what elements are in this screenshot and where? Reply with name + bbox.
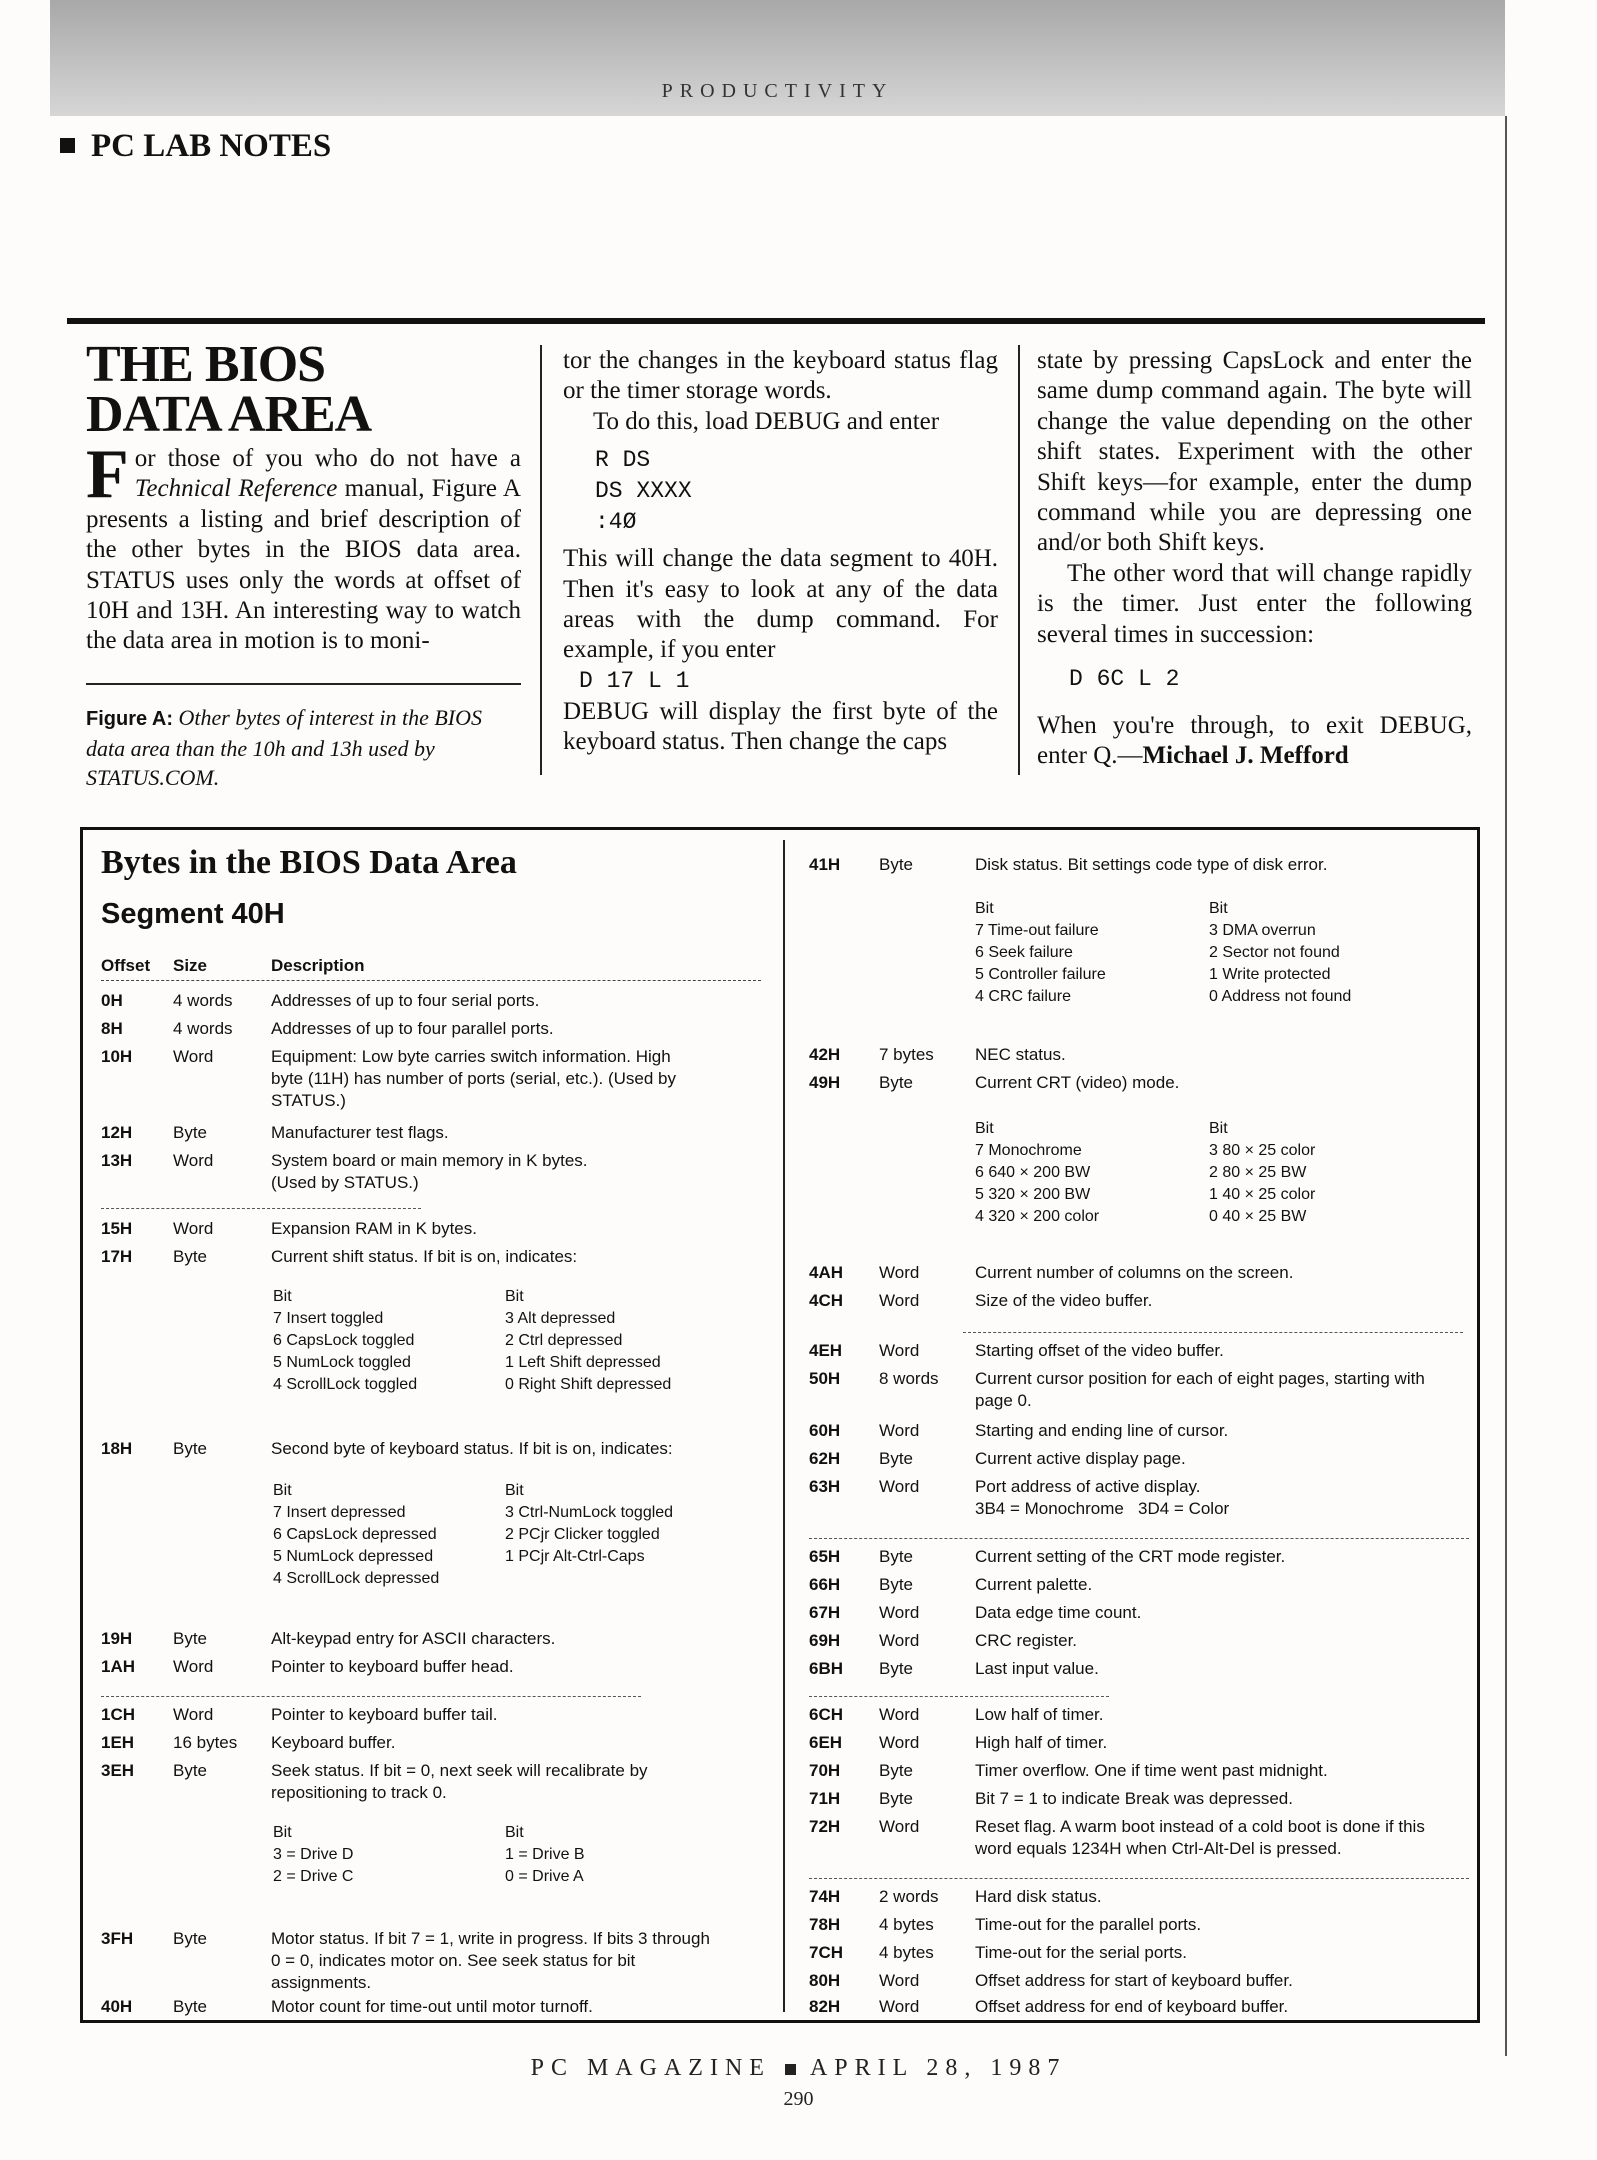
row-offset: 82H — [809, 1997, 841, 2016]
bit-item: 6 CapsLock toggled — [273, 1332, 415, 1349]
row-desc: NEC status. — [975, 1045, 1066, 1064]
col3-paragraph-1: state by pressing CapsLock and enter the same dump command again. The byte will change the value depending on the other shift states. Experiment with the other Shift keys—for example, enter the dump command while you are depressing one and/or both Shift keys. — [1037, 347, 1472, 557]
bit-header: Bit — [1209, 900, 1228, 917]
row-size: Byte — [173, 1997, 208, 2016]
bit-item: 6 Seek failure — [975, 944, 1073, 961]
row-size: 4 words — [173, 1019, 233, 1038]
col2-paragraph-4: DEBUG will display the first byte of the keyboard status. Then change the caps — [563, 697, 998, 756]
col1-text-b: manual, Figure A presents a listing and brief description of the other bytes in the BIOS data area. STATUS uses only the words at offset of 10H and 13H. An interesting way to watch the data area in motion is to moni- — [86, 475, 521, 655]
row-offset: 62H — [809, 1449, 841, 1468]
row-desc: Disk status. Bit settings code type of disk error. — [975, 855, 1328, 874]
row-desc: Manufacturer test flags. — [271, 1123, 449, 1142]
article-column-3 — [1037, 346, 1472, 772]
bit-list-18h-a — [273, 1480, 439, 1590]
row-size: Word — [173, 1705, 214, 1724]
bit-item: 2 Sector not found — [1209, 944, 1340, 961]
row-desc: Current cursor position for each of eight pages, starting with page 0. — [975, 1369, 1425, 1410]
row-size: Byte — [879, 1789, 914, 1808]
row-offset: 4CH — [809, 1291, 844, 1310]
bit-item: 4 320 × 200 color — [975, 1208, 1100, 1225]
row-size: Word — [173, 1219, 214, 1238]
col1-text-em: Technical Reference — [134, 475, 338, 503]
row-offset: 80H — [809, 1971, 841, 1990]
col3-text: When you're through, to exit DEBUG, enter Q.— — [1037, 712, 1472, 770]
row-desc: Starting and ending line of cursor. — [975, 1421, 1229, 1440]
bit-list-18h-b — [505, 1480, 673, 1568]
row-offset: 6CH — [809, 1705, 844, 1724]
bit-item: 2 Ctrl depressed — [505, 1332, 623, 1349]
caption-label: Figure A: — [86, 707, 174, 730]
row-offset: 4EH — [809, 1341, 843, 1360]
bit-item: 0 = Drive A — [505, 1868, 584, 1885]
bit-item: 5 NumLock depressed — [273, 1548, 434, 1565]
bit-item: 4 ScrollLock toggled — [273, 1376, 418, 1393]
title-line-2: DATA AREA — [86, 386, 372, 443]
row-size: Byte — [879, 1449, 914, 1468]
bit-list-41h-a — [975, 898, 1106, 1008]
code-line: DS XXXX — [595, 478, 692, 505]
row-desc: Starting offset of the video buffer. — [975, 1341, 1224, 1360]
row-desc: CRC register. — [975, 1631, 1078, 1650]
row-offset: 6EH — [809, 1733, 843, 1752]
row-desc: Offset address for start of keyboard buffer. — [975, 1971, 1293, 1990]
row-desc: Timer overflow. One if time went past midnight. — [975, 1761, 1328, 1780]
row-desc: Size of the video buffer. — [975, 1291, 1153, 1310]
bit-item: 7 Insert toggled — [273, 1310, 384, 1327]
row-offset: 6BH — [809, 1659, 844, 1678]
bit-list-17h-b — [505, 1286, 671, 1396]
port-address-note: 3B4 = Monochrome 3D4 = Color — [975, 1499, 1230, 1518]
row-size: 16 bytes — [173, 1733, 238, 1752]
column-rule-1 — [540, 345, 542, 775]
bit-item: 4 ScrollLock depressed — [273, 1570, 440, 1587]
row-size: Word — [879, 1341, 920, 1360]
row-desc: Current CRT (video) mode. — [975, 1073, 1180, 1092]
row-size: Byte — [173, 1247, 208, 1266]
row-size: Word — [879, 1631, 920, 1650]
header-rule — [101, 980, 761, 981]
row-size: Word — [879, 1997, 920, 2016]
figure-a-table — [80, 827, 1480, 2023]
row-size: Byte — [173, 1123, 208, 1142]
bit-item: 3 Ctrl-NumLock toggled — [505, 1504, 674, 1521]
row-offset: 50H — [809, 1369, 841, 1388]
header-offset: Offset — [101, 956, 151, 975]
bit-item: 2 = Drive C — [273, 1868, 354, 1885]
row-size: Byte — [879, 1073, 914, 1092]
row-desc: Pointer to keyboard buffer head. — [271, 1657, 514, 1676]
row-offset: 74H — [809, 1887, 841, 1906]
row-size: 8 words — [879, 1369, 939, 1388]
row-size: Byte — [879, 855, 914, 874]
row-desc: Addresses of up to four serial ports. — [271, 991, 540, 1010]
bit-item: 3 80 × 25 color — [1209, 1142, 1316, 1159]
row-offset: 10H — [101, 1047, 133, 1066]
row-size: Word — [879, 1477, 920, 1496]
row-desc: Low half of timer. — [975, 1705, 1104, 1724]
col1-text-a: or those of you who do not have a — [134, 445, 521, 472]
row-desc: System board or main memory in K bytes. (Used by STATUS.) — [271, 1151, 588, 1192]
code-block-2: D 17 L 1 — [579, 667, 690, 694]
author-byline: Michael J. Mefford — [1142, 742, 1349, 770]
header-size: Size — [173, 956, 208, 975]
row-desc: Hard disk status. — [975, 1887, 1102, 1906]
bit-header: Bit — [505, 1824, 524, 1841]
row-size: Word — [173, 1657, 214, 1676]
row-offset: 18H — [101, 1439, 133, 1458]
row-offset: 3FH — [101, 1929, 134, 1948]
row-offset: 70H — [809, 1761, 841, 1780]
row-desc: Current shift status. If bit is on, indicates: — [271, 1247, 578, 1266]
row-desc: Pointer to keyboard buffer tail. — [271, 1705, 498, 1724]
row-desc: Motor count for time-out until motor turnoff. — [271, 1997, 593, 2016]
row-desc: Reset flag. A warm boot instead of a cold boot is done if this word equals 1234H when Ctrl-Alt-Del is pressed. — [975, 1817, 1425, 1858]
bit-item: 0 Right Shift depressed — [505, 1376, 672, 1393]
drop-cap: F — [86, 436, 129, 513]
code-line: :4Ø — [595, 509, 637, 536]
segment-heading: Segment 40H — [101, 898, 285, 930]
col3-paragraph-2: The other word that will change rapidly is the timer. Just enter the following several times in succession: — [1037, 559, 1472, 648]
bit-item: 7 Insert depressed — [273, 1504, 406, 1521]
article-title — [86, 336, 521, 443]
row-offset: 3EH — [101, 1761, 135, 1780]
row-size: Word — [879, 1971, 920, 1990]
caption-text: Other bytes of interest in the BIOS data area than the 10h and 13h used by STATUS.COM. — [86, 704, 482, 790]
bit-header: Bit — [273, 1824, 292, 1841]
row-size: Word — [879, 1705, 920, 1724]
row-size: 4 words — [173, 991, 233, 1010]
bit-header: Bit — [273, 1482, 292, 1499]
row-offset: 15H — [101, 1219, 133, 1238]
table-separator — [809, 1878, 1469, 1879]
row-size: Word — [879, 1603, 920, 1622]
bit-list-49h-a — [975, 1118, 1099, 1228]
row-size: Byte — [879, 1761, 914, 1780]
row-desc: Last input value. — [975, 1659, 1099, 1678]
col2-paragraph-3: This will change the data segment to 40H. Then it's easy to look at any of the data areas with the dump command. For example, if you enter — [563, 545, 998, 664]
bit-header: Bit — [975, 900, 994, 917]
row-offset: 12H — [101, 1123, 133, 1142]
row-size: Word — [173, 1047, 214, 1066]
row-desc: Time-out for the parallel ports. — [975, 1915, 1202, 1934]
row-size: Word — [879, 1817, 920, 1836]
row-size: 2 words — [879, 1887, 939, 1906]
row-desc: Current palette. — [975, 1575, 1093, 1594]
bit-item: 1 = Drive B — [505, 1846, 585, 1863]
table-separator — [809, 1696, 1109, 1697]
page-number: 290 — [783, 2088, 814, 2110]
bit-item: 5 Controller failure — [975, 966, 1106, 983]
row-offset: 4AH — [809, 1263, 844, 1282]
page-edge-rule — [1505, 116, 1507, 2056]
page-footer — [0, 2055, 1597, 2082]
bit-header: Bit — [273, 1288, 292, 1305]
article-top-rule — [67, 318, 1485, 324]
row-offset: 8H — [101, 1019, 123, 1038]
row-offset: 65H — [809, 1547, 841, 1566]
table-title: Bytes in the BIOS Data Area — [101, 844, 517, 881]
row-offset: 19H — [101, 1629, 133, 1648]
row-offset: 40H — [101, 1997, 133, 2016]
row-size: Word — [879, 1263, 920, 1282]
row-size: Byte — [879, 1575, 914, 1594]
row-desc: Offset address for end of keyboard buffer. — [975, 1997, 1289, 2016]
bit-item: 1 PCjr Alt-Ctrl-Caps — [505, 1548, 645, 1565]
bit-item: 6 640 × 200 BW — [975, 1164, 1091, 1181]
row-offset: 60H — [809, 1421, 841, 1440]
title-line-1: THE BIOS — [86, 336, 326, 393]
row-desc: Seek status. If bit = 0, next seek will recalibrate by repositioning to track 0. — [271, 1761, 648, 1802]
bit-item: 7 Monochrome — [975, 1142, 1082, 1159]
code-line: R DS — [595, 447, 651, 474]
table-column-divider — [783, 840, 785, 2012]
row-desc: Equipment: Low byte carries switch information. High byte (11H) has number of ports (serial, etc.). (Used by STATUS.) — [271, 1047, 677, 1110]
row-desc: Alt-keypad entry for ASCII characters. — [271, 1629, 556, 1648]
row-offset: 71H — [809, 1789, 841, 1808]
bit-header: Bit — [1209, 1120, 1228, 1137]
section-label — [60, 128, 331, 165]
row-desc: Keyboard buffer. — [271, 1733, 396, 1752]
bit-item: 5 NumLock toggled — [273, 1354, 411, 1371]
header-description: Description — [271, 956, 365, 975]
bit-item: 6 CapsLock depressed — [273, 1526, 437, 1543]
row-offset: 72H — [809, 1817, 841, 1836]
row-size: Word — [879, 1733, 920, 1752]
figure-caption — [86, 703, 521, 792]
bit-item: 1 40 × 25 color — [1209, 1186, 1316, 1203]
row-offset: 7CH — [809, 1943, 844, 1962]
row-size: Word — [879, 1421, 920, 1440]
row-offset: 41H — [809, 855, 841, 874]
bit-item: 4 CRC failure — [975, 988, 1072, 1005]
top-banner — [50, 0, 1505, 116]
bit-item: 0 40 × 25 BW — [1209, 1208, 1307, 1225]
row-offset: 42H — [809, 1045, 841, 1064]
row-offset: 1AH — [101, 1657, 136, 1676]
bit-header: Bit — [505, 1482, 524, 1499]
row-size: Byte — [173, 1929, 208, 1948]
bit-list-17h-a — [273, 1286, 417, 1396]
row-desc: Expansion RAM in K bytes. — [271, 1219, 477, 1238]
article-column-1 — [86, 336, 521, 792]
row-desc: Bit 7 = 1 to indicate Break was depressed. — [975, 1789, 1293, 1808]
row-offset: 63H — [809, 1477, 841, 1496]
bit-item: 5 320 × 200 BW — [975, 1186, 1091, 1203]
row-desc: Second byte of keyboard status. If bit is on, indicates: — [271, 1439, 673, 1458]
table-separator — [101, 1208, 421, 1209]
square-bullet-icon — [60, 138, 75, 153]
row-size: 7 bytes — [879, 1045, 934, 1064]
table-separator — [101, 1696, 641, 1697]
footer-date: APRIL 28, 1987 — [809, 2055, 1067, 2081]
row-offset: 69H — [809, 1631, 841, 1650]
table-separator — [963, 1332, 1463, 1333]
row-desc: Current active display page. — [975, 1449, 1186, 1468]
row-offset: 0H — [101, 991, 123, 1010]
caption-rule — [86, 683, 521, 685]
article-column-2 — [563, 346, 998, 758]
bit-item: 1 Left Shift depressed — [505, 1354, 661, 1371]
row-desc: Addresses of up to four parallel ports. — [271, 1019, 554, 1038]
col1-paragraph — [86, 436, 521, 657]
code-block-3: D 6C L 2 — [1069, 666, 1180, 693]
row-size: Byte — [173, 1439, 208, 1458]
bit-header: Bit — [505, 1288, 524, 1305]
running-head: PRODUCTIVITY — [661, 80, 894, 102]
row-size: Byte — [879, 1659, 914, 1678]
col2-paragraph-2: To do this, load DEBUG and enter — [593, 407, 940, 435]
row-offset: 1EH — [101, 1733, 135, 1752]
row-size: 4 bytes — [879, 1943, 934, 1962]
bit-list-41h-b — [1209, 898, 1351, 1008]
footer-magazine: PC MAGAZINE — [530, 2055, 771, 2081]
row-desc: Data edge time count. — [975, 1603, 1142, 1622]
bit-item: 3 Alt depressed — [505, 1310, 616, 1327]
row-desc: Port address of active display. — [975, 1477, 1201, 1496]
row-size: Word — [879, 1291, 920, 1310]
row-desc: Current setting of the CRT mode register. — [975, 1547, 1286, 1566]
row-size: Word — [173, 1151, 214, 1170]
bit-item: 7 Time-out failure — [975, 922, 1099, 939]
bit-header: Bit — [975, 1120, 994, 1137]
bit-item: 3 = Drive D — [273, 1846, 354, 1863]
col2-paragraph-1: tor the changes in the keyboard status flag or the timer storage words. — [563, 347, 998, 405]
row-desc: Time-out for the serial ports. — [975, 1943, 1187, 1962]
bit-item: 1 Write protected — [1209, 966, 1331, 983]
square-bullet-icon — [785, 2064, 796, 2075]
column-rule-2 — [1018, 345, 1020, 775]
bit-item: 2 80 × 25 BW — [1209, 1164, 1307, 1181]
row-size: Byte — [879, 1547, 914, 1566]
table-separator — [809, 1538, 1469, 1539]
bit-list-3eh-b — [505, 1822, 585, 1888]
row-offset: 1CH — [101, 1705, 136, 1724]
row-desc: High half of timer. — [975, 1733, 1108, 1752]
row-desc: Current number of columns on the screen. — [975, 1263, 1294, 1282]
bit-list-3eh-a — [273, 1822, 353, 1888]
row-offset: 17H — [101, 1247, 133, 1266]
bit-list-49h-b — [1209, 1118, 1315, 1228]
row-size: Byte — [173, 1629, 208, 1648]
row-offset: 13H — [101, 1151, 133, 1170]
bit-item: 2 PCjr Clicker toggled — [505, 1526, 660, 1543]
bit-item: 0 Address not found — [1209, 988, 1352, 1005]
row-desc: Motor status. If bit 7 = 1, write in progress. If bits 3 through 0 = 0, indicates motor on. See seek status for bit assignments. — [271, 1929, 710, 1992]
row-offset: 66H — [809, 1575, 841, 1594]
row-offset: 78H — [809, 1915, 841, 1934]
row-size: Byte — [173, 1761, 208, 1780]
bit-item: 3 DMA overrun — [1209, 922, 1316, 939]
row-offset: 67H — [809, 1603, 841, 1622]
row-offset: 49H — [809, 1073, 841, 1092]
section-label-text: PC LAB NOTES — [91, 128, 332, 164]
row-size: 4 bytes — [879, 1915, 934, 1934]
code-block-1 — [595, 445, 998, 538]
col3-paragraph-3 — [1037, 711, 1472, 772]
